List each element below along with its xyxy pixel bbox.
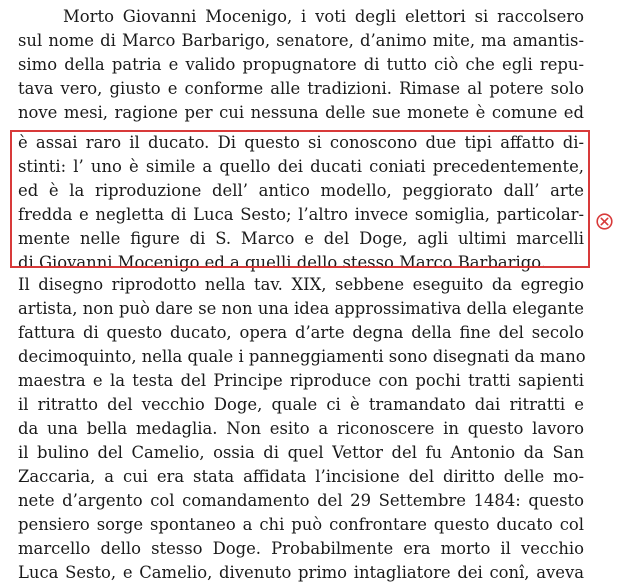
- text-line: nete d’argento col comandamento del 29 Settembre 1484: questo: [18, 491, 584, 510]
- text-line: Zaccaria, a cui era stata affidata l’incisione del diritto delle mo-: [18, 467, 584, 486]
- text-line: Luca Sesto, e Camelio, divenuto primo intagliatore dei conî, aveva: [18, 563, 584, 582]
- highlighted-text-line: è assai raro il ducato. Di questo si conoscono due tipi affatto di-: [18, 133, 584, 152]
- text-line: Il disegno riprodotto nella tav. XIX, sebbene eseguito da egregio: [18, 275, 584, 294]
- highlighted-text-line: di Giovanni Mocenigo ed a quelli dello stesso Marco Barbarigo.: [18, 253, 546, 272]
- text-line: pensiero sorge spontaneo a chi può confrontare questo ducato col: [18, 515, 584, 534]
- highlighted-text-line: mente nelle figure di S. Marco e del Doge, agli ultimi marcelli: [18, 229, 584, 248]
- text-line: decimoquinto, nella quale i panneggiamenti sono disegnati da mano: [18, 347, 586, 366]
- text-line: marcello dello stesso Doge. Probabilmente era morto il vecchio: [18, 539, 584, 558]
- text-line: sul nome di Marco Barbarigo, senatore, d’animo mite, ma amantis-: [18, 31, 584, 50]
- text-line: tava vero, giusto e conforme alle tradizioni. Rimase al potere solo: [18, 79, 584, 98]
- highlighted-text-line: ed è la riproduzione dell’ antico modello, peggiorato dall’ arte: [18, 181, 584, 200]
- text-line: Morto Giovanni Mocenigo, i voti degli elettori si raccolsero: [63, 7, 584, 26]
- text-line: il bulino del Camelio, ossia di quel Vettor del fu Antonio da San: [18, 443, 584, 462]
- highlighted-text-line: fredda e negletta di Luca Sesto; l’altro invece somiglia, particolar-: [18, 205, 584, 224]
- text-line: simo della patria e valido propugnatore di tutto ciò che egli repu-: [18, 55, 584, 74]
- text-line: nove mesi, ragione per cui nessuna delle sue monete è comune ed: [18, 103, 584, 122]
- text-line: fattura di questo ducato, opera d’arte degna della fine del secolo: [18, 323, 584, 342]
- text-line: da una bella medaglia. Non esito a riconoscere in questo lavoro: [18, 419, 584, 438]
- text-line: il ritratto del vecchio Doge, quale ci è tramandato dai ritratti e: [18, 395, 584, 414]
- circle-x-icon[interactable]: [596, 213, 613, 230]
- text-line: artista, non può dare se non una idea approssimativa della elegante: [18, 299, 584, 318]
- text-line: maestra e la testa del Principe riproduce con pochi tratti sapienti: [18, 371, 584, 390]
- highlight-box: [10, 130, 590, 268]
- highlighted-text-line: stinti: l’ uno è simile a quello dei ducati coniati precedentemente,: [18, 157, 584, 176]
